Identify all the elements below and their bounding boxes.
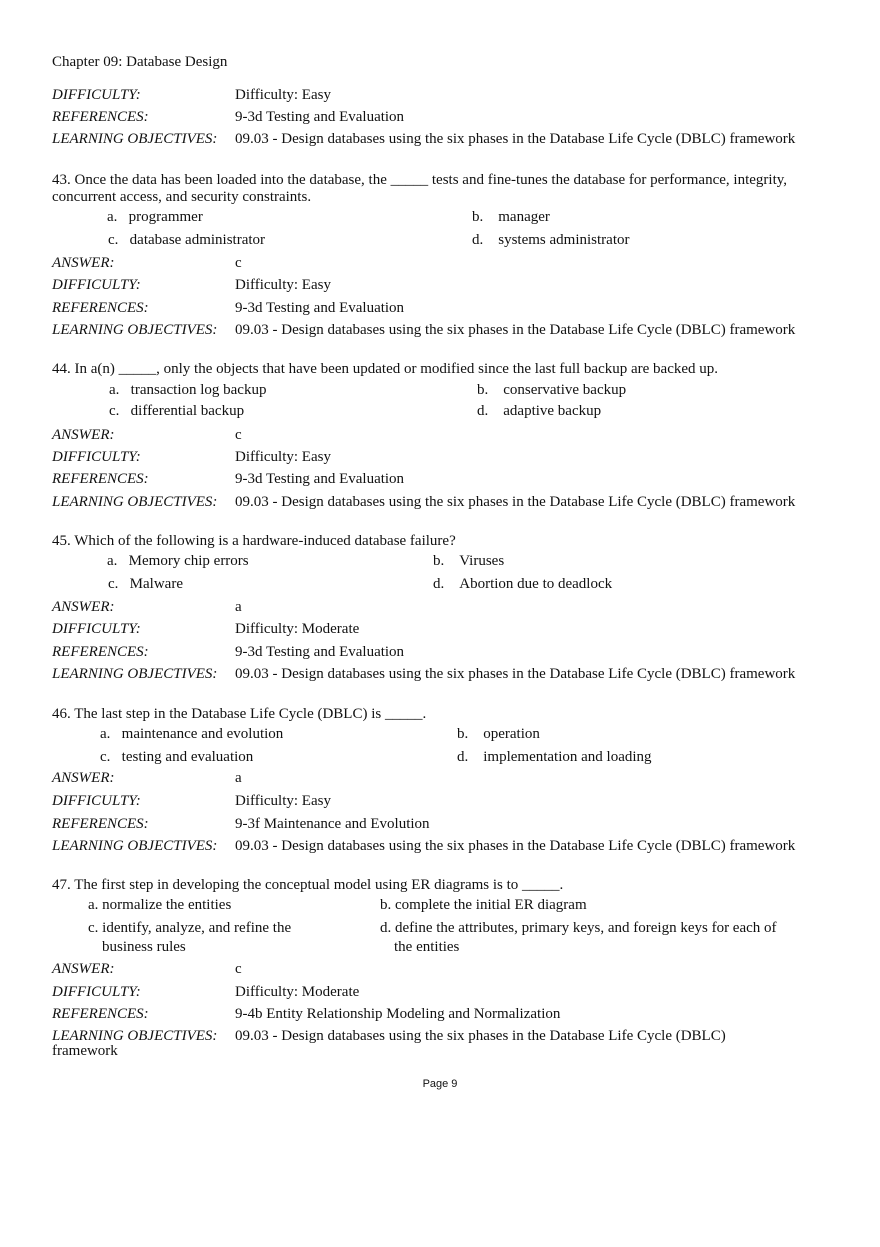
option-text: identify, analyze, and refine the: [102, 920, 292, 936]
references-value: 9-3d Testing and Evaluation: [235, 471, 405, 487]
answer-value: a: [235, 599, 242, 615]
references-value: 9-4b Entity Relationship Modeling and Normalization: [235, 1006, 561, 1022]
references-label: REFERENCES:: [52, 816, 149, 832]
learning-objectives-value: 09.03 - Design databases using the six phases in the Database Life Cycle (DBLC) framework: [235, 131, 796, 147]
difficulty-value: Difficulty: Easy: [235, 449, 331, 465]
difficulty-value: Difficulty: Moderate: [235, 621, 360, 637]
option-letter: d.: [433, 576, 445, 592]
option-letter: c.: [109, 403, 120, 419]
answer-label: ANSWER:: [52, 255, 115, 271]
difficulty-label: DIFFICULTY:: [52, 621, 141, 637]
option-d: [472, 232, 630, 249]
option-letter: b.: [380, 897, 392, 913]
option-a: [88, 897, 231, 914]
option-letter: a.: [107, 209, 118, 225]
option-text: adaptive backup: [503, 403, 602, 419]
option-text: programmer: [128, 209, 203, 225]
option-a: [100, 726, 283, 743]
option-text: Abortion due to deadlock: [459, 576, 613, 592]
option-c: [100, 749, 253, 766]
difficulty-label: DIFFICULTY:: [52, 793, 141, 809]
option-text: database administrator: [129, 232, 266, 248]
chapter-header: Chapter 09: Database Design: [52, 54, 228, 70]
references-label: REFERENCES:: [52, 109, 149, 125]
option-text: manager: [498, 209, 550, 225]
option-text: define the attributes, primary keys, and foreign keys for each of: [395, 920, 777, 936]
answer-value: c: [235, 427, 242, 443]
question-text: 46. The last step in the Database Life Cycle (DBLC) is _____.: [52, 706, 427, 722]
learning-objectives-label: LEARNING OBJECTIVES:: [52, 1028, 218, 1044]
option-b: [477, 382, 626, 399]
difficulty-label: DIFFICULTY:: [52, 277, 141, 293]
references-value: 9-3f Maintenance and Evolution: [235, 816, 430, 832]
option-c: [109, 403, 244, 420]
question-text: 45. Which of the following is a hardware-induced database failure?: [52, 533, 456, 549]
option-text: Viruses: [459, 553, 505, 569]
option-text: operation: [483, 726, 540, 742]
option-text: normalize the entities: [102, 897, 232, 913]
option-text: systems administrator: [498, 232, 630, 248]
option-d: [433, 576, 612, 593]
learning-objectives-value: 09.03 - Design databases using the six phases in the Database Life Cycle (DBLC) framework: [235, 838, 796, 854]
option-b: [380, 897, 587, 914]
option-letter: d.: [477, 403, 489, 419]
answer-value: a: [235, 770, 242, 786]
option-text: differential backup: [130, 403, 245, 419]
option-text-continued: business rules: [102, 939, 186, 955]
learning-objectives-value-continued: framework: [52, 1043, 118, 1059]
option-letter: c.: [108, 576, 119, 592]
question-text: 47. The first step in developing the conceptual model using ER diagrams is to _____.: [52, 877, 564, 893]
option-text: complete the initial ER diagram: [395, 897, 587, 913]
references-label: REFERENCES:: [52, 644, 149, 660]
references-label: REFERENCES:: [52, 1006, 149, 1022]
option-d: [380, 920, 777, 956]
option-text: Memory chip errors: [128, 553, 249, 569]
references-value: 9-3d Testing and Evaluation: [235, 109, 405, 125]
option-a: [109, 382, 266, 399]
option-text: testing and evaluation: [121, 749, 254, 765]
option-letter: a.: [88, 897, 99, 913]
learning-objectives-label: LEARNING OBJECTIVES:: [52, 494, 218, 510]
references-label: REFERENCES:: [52, 471, 149, 487]
option-text-continued: the entities: [394, 939, 460, 955]
page-number: Page 9: [422, 1078, 458, 1090]
learning-objectives-value: 09.03 - Design databases using the six phases in the Database Life Cycle (DBLC): [235, 1028, 726, 1044]
option-b: [472, 209, 550, 226]
answer-label: ANSWER:: [52, 427, 115, 443]
learning-objectives-label: LEARNING OBJECTIVES:: [52, 666, 218, 682]
option-letter: b.: [477, 382, 489, 398]
option-a: [107, 553, 249, 570]
option-c: [108, 576, 183, 593]
difficulty-value: Difficulty: Easy: [235, 793, 331, 809]
option-letter: b.: [433, 553, 445, 569]
option-letter: c.: [100, 749, 111, 765]
learning-objectives-value: 09.03 - Design databases using the six phases in the Database Life Cycle (DBLC) framework: [235, 494, 796, 510]
difficulty-value: Difficulty: Moderate: [235, 984, 360, 1000]
learning-objectives-label: LEARNING OBJECTIVES:: [52, 131, 218, 147]
option-letter: b.: [472, 209, 484, 225]
answer-value: c: [235, 255, 242, 271]
document-page: [52, 0, 842, 1247]
option-letter: a.: [100, 726, 111, 742]
references-value: 9-3d Testing and Evaluation: [235, 644, 405, 660]
answer-label: ANSWER:: [52, 770, 115, 786]
difficulty-value: Difficulty: Easy: [235, 87, 331, 103]
answer-label: ANSWER:: [52, 961, 115, 977]
option-letter: b.: [457, 726, 469, 742]
difficulty-label: DIFFICULTY:: [52, 449, 141, 465]
option-d: [477, 403, 601, 420]
question-text: 44. In a(n) _____, only the objects that have been updated or modified since the last full backup are backed up.: [52, 361, 719, 377]
option-text: conservative backup: [503, 382, 627, 398]
difficulty-label: DIFFICULTY:: [52, 984, 141, 1000]
option-letter: a.: [107, 553, 118, 569]
option-letter: d.: [457, 749, 469, 765]
option-text: transaction log backup: [130, 382, 267, 398]
option-letter: d.: [472, 232, 484, 248]
option-letter: c.: [108, 232, 119, 248]
learning-objectives-value: 09.03 - Design databases using the six phases in the Database Life Cycle (DBLC) framework: [235, 322, 796, 338]
learning-objectives-label: LEARNING OBJECTIVES:: [52, 838, 218, 854]
option-d: [457, 749, 652, 766]
answer-value: c: [235, 961, 242, 977]
option-letter: d.: [380, 920, 392, 936]
learning-objectives-value: 09.03 - Design databases using the six phases in the Database Life Cycle (DBLC) framework: [235, 666, 796, 682]
references-label: REFERENCES:: [52, 300, 149, 316]
option-letter: c.: [88, 920, 99, 936]
option-c: [108, 232, 265, 249]
option-b: [433, 553, 504, 570]
option-b: [457, 726, 540, 743]
references-value: 9-3d Testing and Evaluation: [235, 300, 405, 316]
learning-objectives-label: LEARNING OBJECTIVES:: [52, 322, 218, 338]
option-letter: a.: [109, 382, 120, 398]
question-text: 43. Once the data has been loaded into the database, the _____ tests and fine-tunes the database for performance, integrity, concurrent access, and security constraints.: [52, 172, 788, 205]
option-text: maintenance and evolution: [121, 726, 284, 742]
answer-label: ANSWER:: [52, 599, 115, 615]
option-a: [107, 209, 203, 226]
option-c: [88, 920, 291, 956]
option-text: implementation and loading: [483, 749, 652, 765]
difficulty-label: DIFFICULTY:: [52, 87, 141, 103]
difficulty-value: Difficulty: Easy: [235, 277, 331, 293]
option-text: Malware: [129, 576, 183, 592]
